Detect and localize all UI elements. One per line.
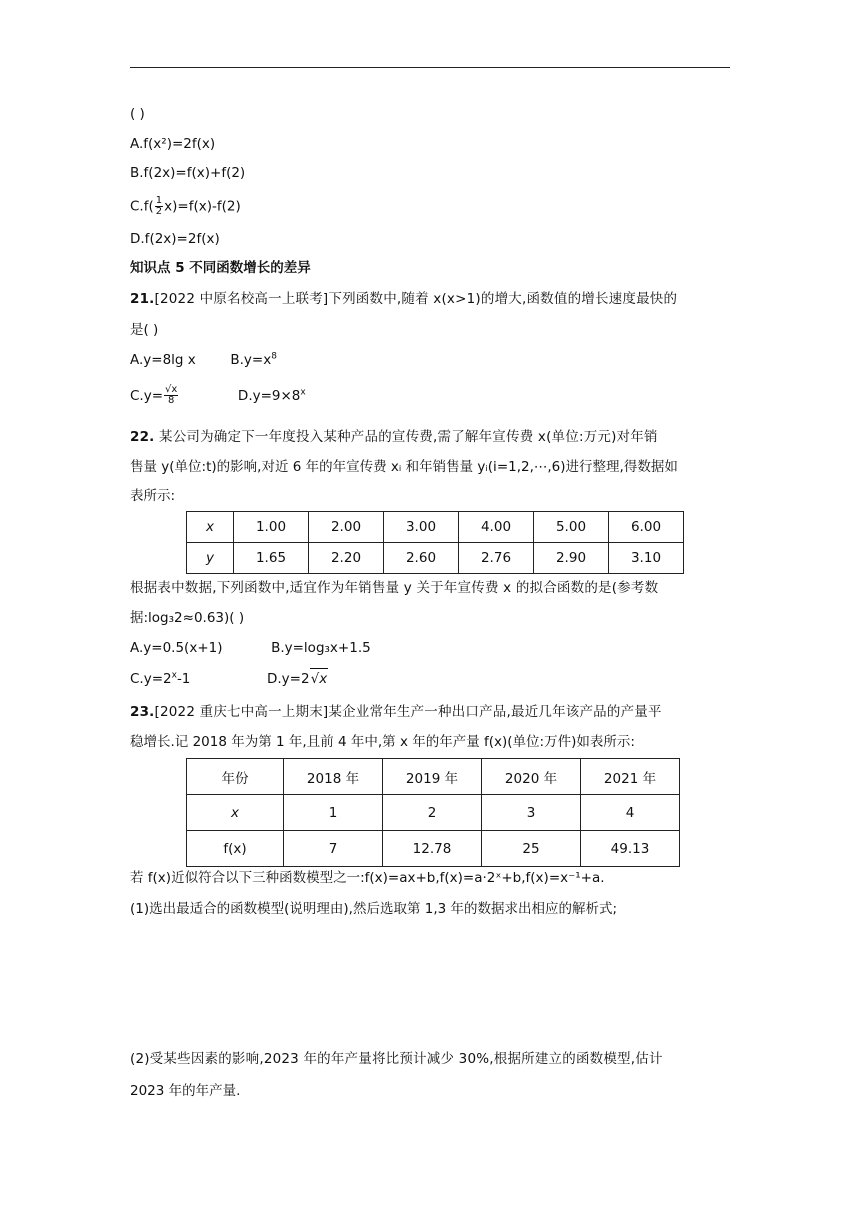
q23-line2: 稳增长.记 2018 年为第 1 年,且前 4 年中,第 x 年的年产量 f(x)(单位:万件)如表所示: xyxy=(130,734,635,750)
header-rule xyxy=(130,67,730,68)
table-header-cell: 2019 年 xyxy=(383,759,482,795)
q23-part2-line1: (2)受某些因素的影响,2023 年的年产量将比预计减少 30%,根据所建立的函数模型,估计 xyxy=(130,1051,663,1067)
table-cell: 5.00 xyxy=(534,512,609,543)
table-row xyxy=(187,759,680,795)
fraction-denominator: 2 xyxy=(155,206,163,217)
table-cell: 2.90 xyxy=(534,543,609,574)
q22-option-a: A.y=0.5(x+1) xyxy=(130,640,223,656)
q22-option-b: B.y=log₃x+1.5 xyxy=(271,640,371,656)
q23-number: 23. xyxy=(130,704,155,720)
table-cell: 2 xyxy=(383,795,482,831)
fraction-denominator: 8 xyxy=(167,395,175,406)
table-row xyxy=(187,543,684,574)
row-label-x: x xyxy=(206,519,214,535)
fraction-numerator: 1 xyxy=(155,195,163,206)
sqrt-radicand: x xyxy=(319,671,328,687)
q21-number: 21. xyxy=(130,291,155,307)
table-cell: 4 xyxy=(581,795,680,831)
table-row-label xyxy=(187,543,234,574)
table-cell: 2.60 xyxy=(384,543,459,574)
table-cell: 2.00 xyxy=(309,512,384,543)
table-cell: 3 xyxy=(482,795,581,831)
q20-option-a: A.f(x²)=2f(x) xyxy=(130,136,216,152)
q20-option-b: B.f(2x)=f(x)+f(2) xyxy=(130,165,246,181)
row-label-x: x xyxy=(231,804,239,821)
q21-option-a: A.y=8lg x xyxy=(130,352,196,368)
q21-options-cd xyxy=(130,385,306,406)
q22-line3: 表所示: xyxy=(130,488,176,504)
table-cell: 2.76 xyxy=(459,543,534,574)
q22-number: 22. xyxy=(130,429,155,445)
table-cell: 3.00 xyxy=(384,512,459,543)
q22-after-line1: 根据表中数据,下列函数中,适宜作为年销售量 y 关于年宣传费 x 的拟合函数的是(参考数 xyxy=(130,580,659,596)
table-cell: 1 xyxy=(284,795,383,831)
q20-option-c-fraction xyxy=(155,196,163,217)
row-label-y: y xyxy=(206,550,214,566)
q20-option-c xyxy=(130,196,241,217)
q21-option-b xyxy=(230,352,277,368)
table-cell: 3.10 xyxy=(609,543,684,574)
table-cell: 1.65 xyxy=(234,543,309,574)
q22-option-c-exponent: x xyxy=(171,670,177,681)
q22-option-c-base: C.y=2 xyxy=(130,671,172,687)
q21-option-c-fraction xyxy=(164,385,178,406)
q23-line1 xyxy=(130,702,662,722)
table-header-cell: 2020 年 xyxy=(482,759,581,795)
q21-options-ab xyxy=(130,350,277,370)
table-row xyxy=(187,795,680,831)
section-heading: 知识点 5 不同函数增长的差异 xyxy=(130,260,311,276)
q21-option-c xyxy=(130,384,179,406)
q21-option-b-base: B.y=x xyxy=(230,352,272,368)
q20-answer-bracket: ( ) xyxy=(130,106,145,122)
q21-option-d-exponent: x xyxy=(300,387,306,397)
q22-data-table xyxy=(186,511,684,574)
q22-option-d-sqrt: √x xyxy=(310,668,329,689)
fraction-numerator: √x xyxy=(165,384,178,395)
q22-option-c-suffix: -1 xyxy=(176,671,191,687)
q22-options-cd xyxy=(130,668,328,689)
q23-models: 若 f(x)近似符合以下三种函数模型之一:f(x)=ax+b,f(x)=a·2ˣ+b,f(x)=x⁻¹+a. xyxy=(130,870,605,886)
q20-option-d: D.f(2x)=2f(x) xyxy=(130,231,220,247)
table-cell: 12.78 xyxy=(383,831,482,867)
table-header-cell: 年份 xyxy=(187,759,284,795)
table-cell: 7 xyxy=(284,831,383,867)
table-row-label xyxy=(187,512,234,543)
table-row-label xyxy=(187,831,284,867)
table-cell: 4.00 xyxy=(459,512,534,543)
table-cell: 25 xyxy=(482,831,581,867)
q22-option-d-base: D.y=2 xyxy=(267,671,310,687)
q21-line1 xyxy=(130,289,677,309)
table-row-label xyxy=(187,795,284,831)
q21-text-line1: [2022 中原名校高一上联考]下列函数中,随着 x(x>1)的增大,函数值的增长速度最快的 xyxy=(154,291,678,307)
q21-option-d-base: D.y=9×8 xyxy=(237,387,301,404)
table-cell: 2.20 xyxy=(309,543,384,574)
table-header-cell: 2021 年 xyxy=(581,759,680,795)
q23-part2-line2: 2023 年的年产量. xyxy=(130,1083,241,1099)
q22-option-c xyxy=(130,671,190,687)
q21-option-c-prefix: C.y= xyxy=(130,387,164,404)
table-row xyxy=(187,831,680,867)
table-header-cell: 2018 年 xyxy=(284,759,383,795)
row-label-fx: f(x) xyxy=(223,840,247,857)
q23-part1: (1)选出最适合的函数模型(说明理由),然后选取第 1,3 年的数据求出相应的解析式; xyxy=(130,901,618,917)
q20-option-c-suffix: x)=f(x)-f(2) xyxy=(164,198,241,215)
q20-option-c-prefix: C.f( xyxy=(130,198,154,215)
table-cell: 6.00 xyxy=(609,512,684,543)
table-cell: 1.00 xyxy=(234,512,309,543)
table-row xyxy=(187,512,684,543)
q21-line2: 是( ) xyxy=(130,322,159,338)
q22-option-d xyxy=(267,671,328,687)
q22-line1 xyxy=(130,427,658,447)
q22-text-line1: 某公司为确定下一年度投入某种产品的宣传费,需了解年宣传费 x(单位:万元)对年销 xyxy=(154,429,658,445)
q23-text-line1: [2022 重庆七中高一上期末]某企业常年生产一种出口产品,最近几年该产品的产量平 xyxy=(154,704,662,720)
q22-options-ab xyxy=(130,638,371,658)
q22-after-line2: 据:log₃2≈0.63)( ) xyxy=(130,610,245,626)
q21-option-b-exponent: 8 xyxy=(271,351,277,362)
q23-production-table xyxy=(186,758,680,867)
q21-option-d xyxy=(238,388,306,404)
table-cell: 49.13 xyxy=(581,831,680,867)
q22-line2: 售量 y(单位:t)的影响,对近 6 年的年宣传费 xᵢ 和年销售量 yᵢ(i=1,2,⋯,6)进行整理,得数据如 xyxy=(130,459,678,475)
